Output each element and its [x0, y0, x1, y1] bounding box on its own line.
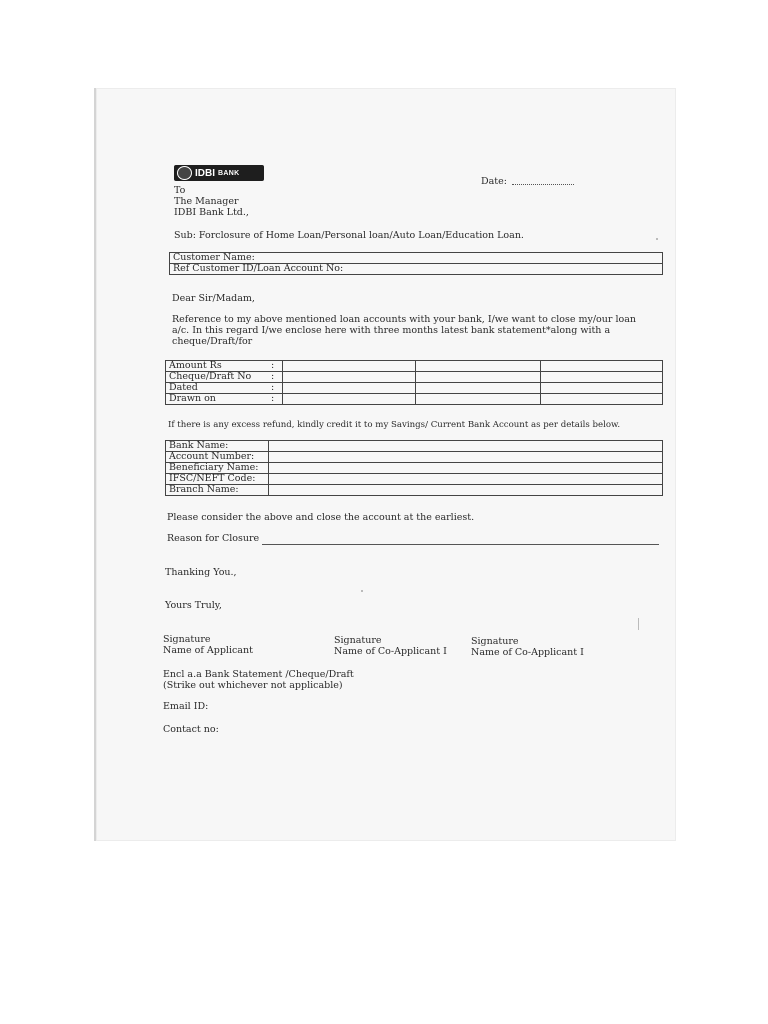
- reason-line: [262, 544, 659, 545]
- co-applicant-2-signature-label: Signature: [471, 636, 519, 647]
- beneficiary-name-label: Beneficiary Name:: [166, 463, 269, 474]
- table-row: [166, 361, 663, 372]
- separator: :: [268, 372, 283, 383]
- separator: :: [268, 394, 283, 405]
- logo-suffix-text: BANK: [218, 169, 240, 177]
- table-row: [166, 463, 663, 474]
- customer-name-cell: Customer Name:: [170, 253, 663, 264]
- scan-speck: [361, 590, 363, 592]
- contact-label: Contact no:: [163, 724, 219, 735]
- separator: :: [268, 383, 283, 394]
- table-row: [166, 485, 663, 496]
- table-row: [166, 441, 663, 452]
- co-applicant-2-name-label: Name of Co-Applicant I: [471, 647, 584, 658]
- addressee-manager: The Manager: [174, 196, 239, 207]
- idbi-bank-logo: [174, 165, 264, 181]
- dated-label: Dated: [166, 383, 269, 394]
- date-label: Date:: [481, 176, 507, 187]
- thanking-text: Thanking You.,: [165, 567, 237, 578]
- bank-name-label: Bank Name:: [166, 441, 269, 452]
- salutation: Dear Sir/Madam,: [172, 293, 255, 304]
- drawn-on-label: Drawn on: [166, 394, 269, 405]
- customer-id-cell: Ref Customer ID/Loan Account No:: [170, 264, 663, 275]
- subject-line: Sub: Forclosure of Home Loan/Personal loan/Auto Loan/Education Loan.: [174, 230, 524, 241]
- scan-speck: [638, 618, 639, 630]
- separator: :: [268, 361, 283, 372]
- addressee-to: To: [174, 185, 186, 196]
- table-row: [166, 383, 663, 394]
- refund-note: If there is any excess refund, kindly credit it to my Savings/ Current Bank Account as per details below.: [168, 420, 621, 430]
- table-row: [166, 372, 663, 383]
- applicant-signature-label: Signature: [163, 634, 211, 645]
- email-label: Email ID:: [163, 701, 209, 712]
- scan-speck: [656, 238, 658, 240]
- co-applicant-1-name-label: Name of Co-Applicant I: [334, 646, 447, 657]
- reason-label: Reason for Closure: [167, 533, 260, 544]
- amount-label: Amount Rs: [166, 361, 269, 372]
- closing-text: Yours Truly,: [165, 600, 222, 611]
- closure-request: Please consider the above and close the account at the earliest.: [167, 512, 475, 523]
- branch-name-label: Branch Name:: [166, 485, 269, 496]
- customer-details-table: [169, 252, 663, 275]
- idbi-logo-icon: [177, 166, 192, 180]
- co-applicant-1-signature-label: Signature: [334, 635, 382, 646]
- ifsc-code-label: IFSC/NEFT Code:: [166, 474, 269, 485]
- enclosure-text: Encl a.a Bank Statement /Cheque/Draft: [163, 669, 354, 680]
- logo-brand-text: IDBI: [195, 167, 215, 179]
- payment-details-table: [165, 360, 663, 405]
- table-row: [166, 394, 663, 405]
- strike-out-note: (Strike out whichever not applicable): [163, 680, 343, 691]
- body-line-3: cheque/Draft/for: [172, 336, 253, 347]
- applicant-name-label: Name of Applicant: [163, 645, 253, 656]
- body-line-1: Reference to my above mentioned loan accounts with your bank, I/we want to close my/our loan: [172, 314, 636, 325]
- table-row: [166, 474, 663, 485]
- bank-details-table: [165, 440, 663, 496]
- date-line: [512, 184, 574, 185]
- table-row: [166, 452, 663, 463]
- account-number-label: Account Number:: [166, 452, 269, 463]
- body-line-2: a/c. In this regard I/we enclose here with three months latest bank statement*along with a: [172, 325, 611, 336]
- cheque-label: Cheque/Draft No: [166, 372, 269, 383]
- addressee-bank: IDBI Bank Ltd.,: [174, 207, 249, 218]
